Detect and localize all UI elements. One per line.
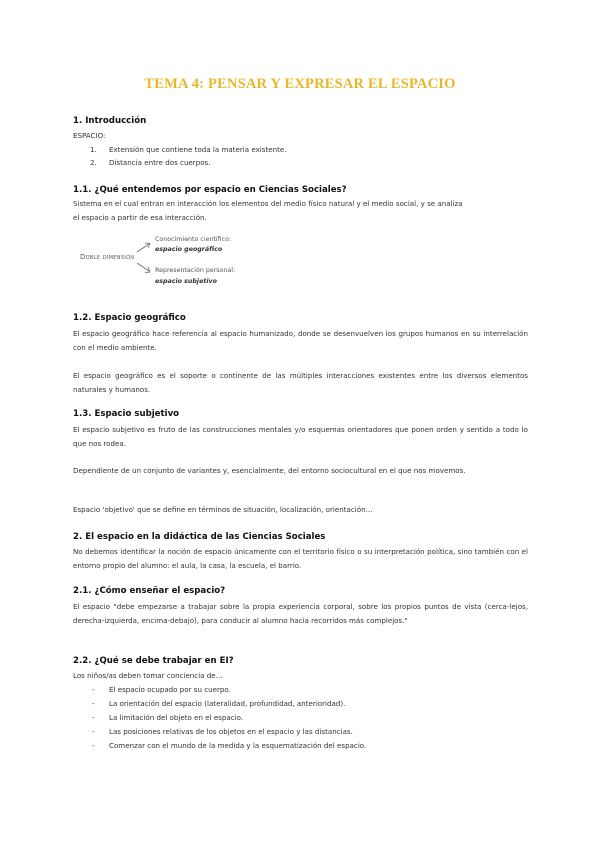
- section-heading-1-2: 1.2. Espacio geográfico: [73, 313, 186, 323]
- section-heading-1-1: 1.1. ¿Qué entendemos por espacio en Ciencias Sociales?: [73, 185, 347, 195]
- document-title: TEMA 4: PENSAR Y EXPRESAR EL ESPACIO: [144, 76, 456, 92]
- paragraph: Dependiente de un conjunto de variantes y, esencialmente, del entorno sociocultural en el que nos movemos.: [73, 466, 466, 475]
- arrow-up-head: [145, 243, 150, 248]
- arrow-up: [137, 244, 149, 252]
- paragraph: El espacio geográfico es el soporte o continente de las múltiples interacciones existentes entre los diversos elementos naturales y humanos.: [73, 371, 528, 394]
- diagram-top-label: Conocimiento científico:: [155, 236, 232, 243]
- list-item: Las posiciones relativas de los objetos en el espacio y las distancias.: [109, 727, 353, 736]
- list-number: 1.: [90, 145, 97, 154]
- list-intro: Los niños/as deben tomar conciencia de…: [73, 671, 223, 680]
- doble-dimension-diagram: [75, 233, 295, 293]
- bullet-dash: -: [92, 685, 95, 694]
- list-item: La orientación del espacio (lateralidad, profundidad, anterioridad).: [109, 699, 346, 708]
- bullet-dash: -: [92, 713, 95, 722]
- paragraph-line: Sistema en el cual entran en interacción los elementos del medio físico natural y el medio social, y se analiza: [73, 199, 463, 208]
- paragraph: El espacio geográfico hace referencia al espacio humanizado, donde se desenvuelven los grupos humanos en su interrelación con el medio ambiente.: [73, 329, 528, 352]
- bullet-dash: -: [92, 699, 95, 708]
- list-item: La limitación del objeto en el espacio.: [109, 713, 244, 722]
- section-heading-2: 2. El espacio en la didáctica de las Ciencias Sociales: [73, 532, 326, 542]
- section-heading-2-1: 2.1. ¿Cómo enseñar el espacio?: [73, 586, 226, 596]
- bullet-dash: -: [92, 741, 95, 750]
- paragraph: El espacio subjetivo es fruto de las construcciones mentales y/o esquemas orientadores que ponen orden y sentido a todo lo que nos rodea.: [73, 425, 528, 448]
- section-heading-introduccion: 1. Introducción: [73, 116, 147, 126]
- diagram-top-term: espacio geográfico: [155, 246, 223, 253]
- list-number: 2.: [90, 158, 97, 167]
- list-item: Distancia entre dos cuerpos.: [109, 158, 211, 167]
- paragraph-line: el espacio a partir de esa interacción.: [73, 213, 207, 222]
- list-item: Extensión que contiene toda la materia existente.: [109, 145, 287, 154]
- diagram-root-label: Doble dimensión: [80, 253, 135, 261]
- list-item: El espacio ocupado por su cuerpo.: [109, 685, 231, 694]
- paragraph: Espacio 'objetivo' que se define en términos de situación, localización, orientación…: [73, 505, 373, 514]
- espacio-label: ESPACIO:: [73, 131, 106, 140]
- bullet-dash: -: [92, 727, 95, 736]
- section-heading-2-2: 2.2. ¿Qué se debe trabajar en EI?: [73, 656, 234, 666]
- paragraph: El espacio "debe empezarse a trabajar sobre la propia experiencia corporal, sobre los propios puntos de vista (cerca-lejos, derecha-izquierda, encima-debajo), para conducir al alumno hacia recorridos más complejos.": [73, 602, 528, 625]
- paragraph: No debemos identificar la noción de espacio únicamente con el territorio físico o su interpretación política, sino también con el entorno propio del alumno: el aula, la casa, la escuela, el barrio.: [73, 547, 528, 570]
- section-heading-1-3: 1.3. Espacio subjetivo: [73, 409, 180, 419]
- list-item: Comenzar con el mundo de la medida y la esquematización del espacio.: [109, 741, 367, 750]
- diagram-bottom-term: espacio subjetivo: [155, 278, 217, 285]
- diagram-bottom-label: Representación personal:: [155, 267, 236, 274]
- arrow-down: [137, 263, 149, 271]
